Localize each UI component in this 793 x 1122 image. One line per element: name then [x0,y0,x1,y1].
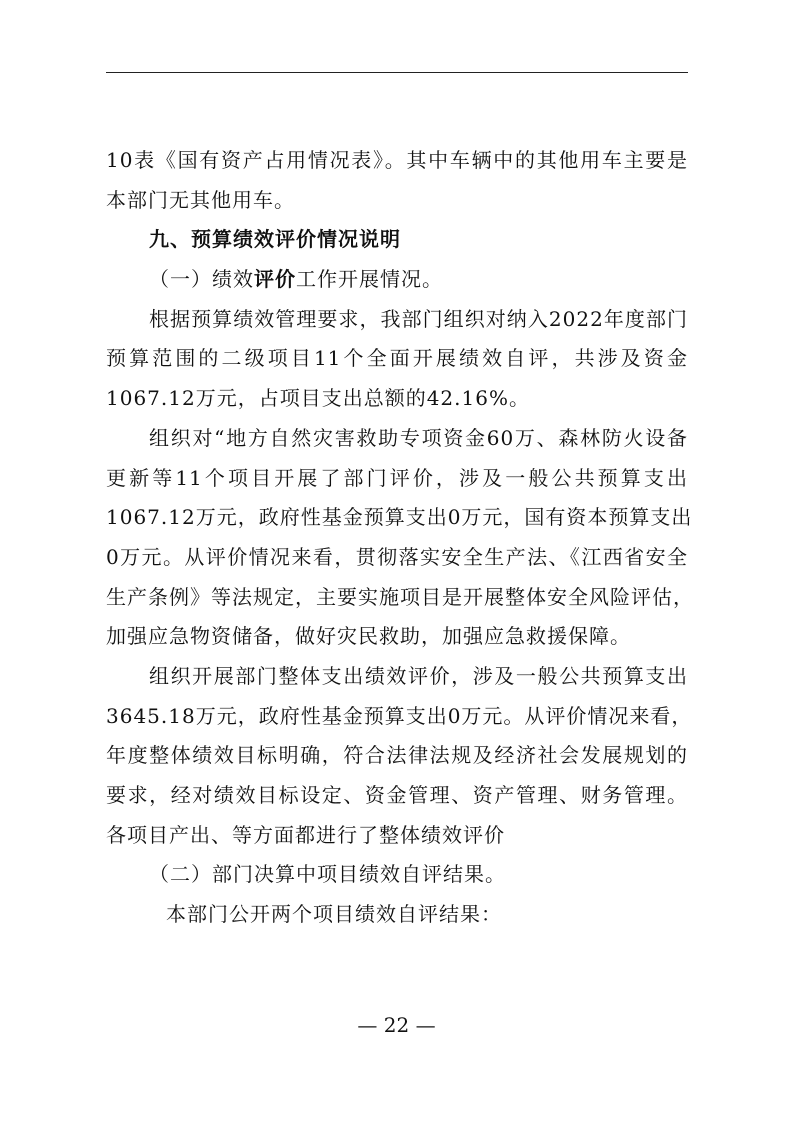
paragraph-line: 预算范围的二级项目11个全面开展绩效自评，共涉及资金 [106,346,688,371]
paragraph-line: 生产条例》等法规定，主要实施项目是开展整体安全风险评估， [106,584,694,609]
paragraph-line: 组织对“地方自然灾害救助专项资金60万、森林防火设备 [149,425,688,450]
paragraph-line: 加强应急物资储备，做好灾民救助，加强应急救援保障。 [106,624,631,649]
paragraph-line: 3645.18万元，政府性基金预算支出0万元。从评价情况来看， [106,703,693,728]
page-number: — 22 — [357,1013,436,1037]
paragraph-line: 组织开展部门整体支出绩效评价，涉及一般公共预算支出 [149,663,688,688]
paragraph-line: 1067.12万元，占项目支出总额的42.16%。 [106,386,530,411]
subsection-heading: （二）部门决算中项目绩效自评结果。 [149,862,506,887]
header-rule [106,72,688,73]
paragraph-line: 本部门公开两个项目绩效自评结果： [166,902,502,927]
document-body [106,141,696,935]
paragraph-line: 更新等11个项目开展了部门评价，涉及一般公共预算支出 [106,465,688,490]
subsection-heading [106,260,696,300]
paragraph-line: 本部门无其他用车。 [106,187,295,212]
paragraph-line: 年度整体绩效目标明确，符合法律法规及经济社会发展规划的 [106,743,688,768]
subsection-heading-bold: 评价 [254,267,296,292]
section-heading: 九、预算绩效评价情况说明 [149,227,401,252]
paragraph-line: 要求，经对绩效目标设定、资金管理、资产管理、财务管理。 [106,783,688,807]
paragraph-line: 1067.12万元，政府性基金预算支出0万元，国有资本预算支出 [106,505,693,530]
paragraph-line: 10表《国有资产占用情况表》。其中车辆中的其他用车主要是 [106,148,688,172]
paragraph-line: 0万元。从评价情况来看，贯彻落实安全生产法、《江西省安全 [106,544,688,569]
subsection-heading-part: 工作开展情况。 [296,267,443,292]
paragraph-line: 根据预算绩效管理要求，我部门组织对纳入2022年度部门 [149,306,688,331]
paragraph-line: 各项目产出、等方面都进行了整体绩效评价 [106,822,505,847]
subsection-heading-part: （一）绩效 [149,267,254,292]
